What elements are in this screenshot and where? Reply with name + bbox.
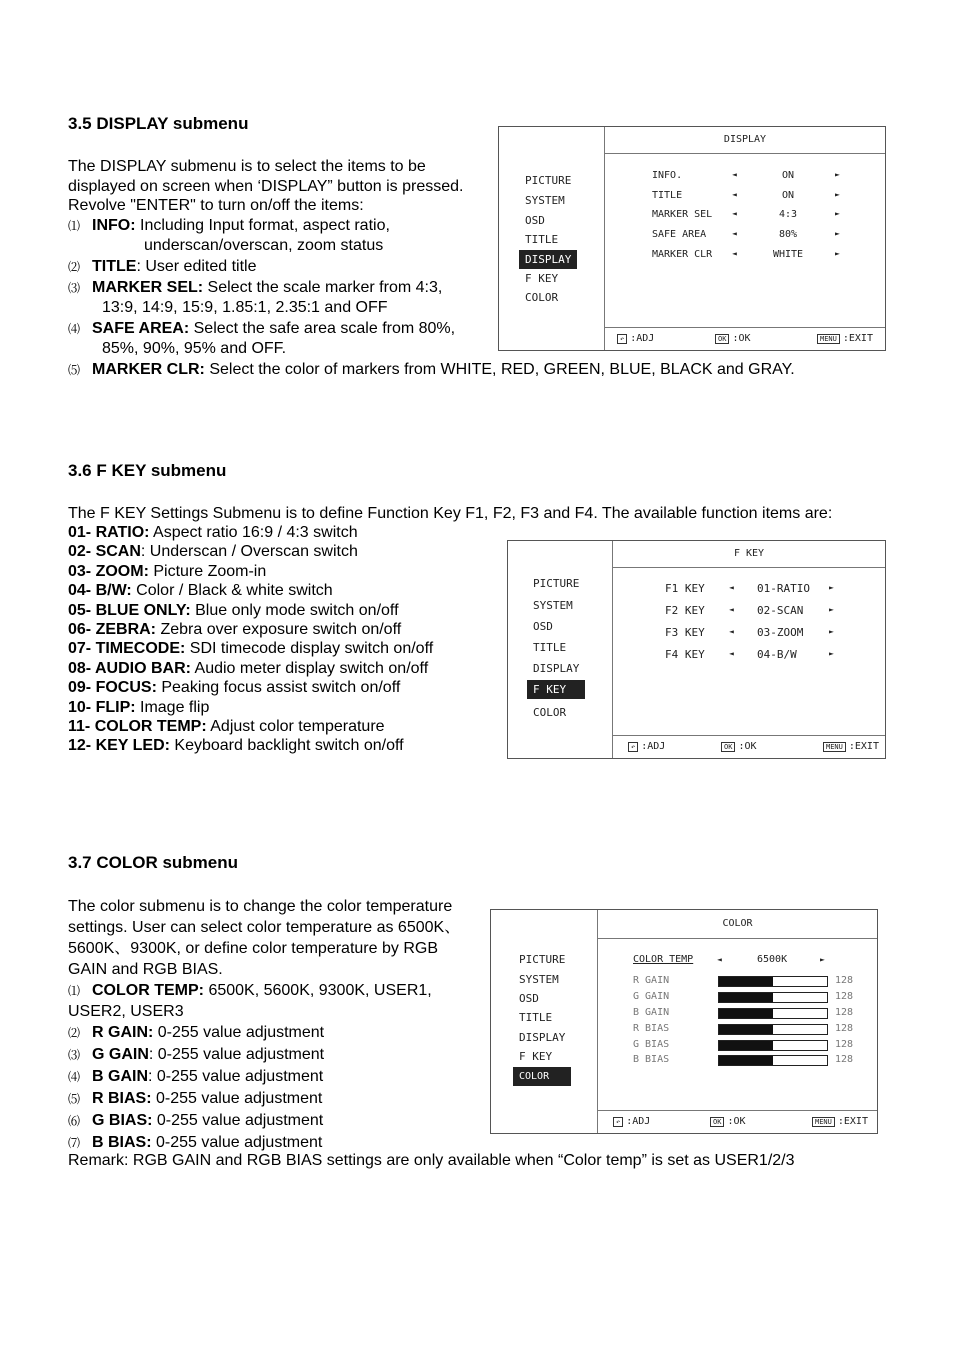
list-item — [68, 1110, 432, 1132]
rotate-knob-icon: ↶ — [617, 334, 627, 344]
item-number: ⑵ — [68, 260, 81, 274]
item-label: G GAIN — [92, 1046, 149, 1063]
item-label: 12- KEY LED: — [68, 737, 170, 755]
rotate-knob-icon: ↶ — [613, 1117, 623, 1127]
footer-adj-label: :ADJ — [641, 741, 666, 752]
osd-menu-item-display[interactable]: DISPLAY — [519, 1031, 566, 1044]
row-value: 03-ZOOM — [757, 626, 804, 639]
item-text: 0-255 value adjustment — [151, 1134, 323, 1151]
slider-fill — [719, 1041, 773, 1050]
footer-adj — [617, 333, 654, 344]
list-item — [68, 1088, 432, 1110]
osd-row-color-temp[interactable] — [633, 954, 693, 965]
arrow-right-icon[interactable]: ► — [829, 583, 834, 592]
item-label: 11- COLOR TEMP: — [68, 717, 207, 735]
arrow-left-icon[interactable]: ◄ — [732, 170, 737, 179]
arrow-left-icon[interactable]: ◄ — [717, 955, 722, 964]
item-continuation: USER2, USER3 — [68, 1003, 184, 1020]
arrow-right-icon[interactable]: ► — [835, 209, 840, 218]
item-label: INFO: — [92, 217, 136, 234]
row-value: 04-B/W — [757, 648, 797, 661]
slider-r-bias[interactable] — [718, 1024, 828, 1035]
footer-adj-label: :ADJ — [630, 333, 655, 344]
osd-menu-item-title[interactable]: TITLE — [533, 641, 567, 654]
item-number: ⑸ — [68, 363, 81, 377]
item-text: Aspect ratio 16:9 / 4:3 switch — [149, 524, 358, 541]
osd-color-panel — [490, 909, 878, 1134]
arrow-left-icon[interactable]: ◄ — [732, 190, 737, 199]
row-name: F4 KEY — [665, 648, 705, 661]
item-label: 07- TIMECODE: — [68, 640, 186, 658]
item-label: 03- ZOOM: — [68, 562, 149, 580]
osd-menu-item-picture[interactable]: PICTURE — [525, 174, 572, 187]
osd-row[interactable] — [665, 648, 705, 661]
item-text: : Underscan / Overscan switch — [140, 543, 358, 561]
item-text: Peaking focus assist switch on/off — [156, 679, 401, 697]
osd-sidebar — [499, 127, 605, 350]
slider-value: 128 — [835, 1023, 854, 1034]
osd-footer — [613, 735, 885, 758]
row-value: 02-SCAN — [757, 604, 804, 617]
arrow-right-icon[interactable]: ► — [829, 649, 834, 658]
item-label: R BIAS: — [92, 1090, 152, 1107]
osd-menu-item-picture[interactable]: PICTURE — [533, 577, 580, 590]
osd-row[interactable] — [665, 626, 705, 639]
footer-ok — [721, 741, 757, 752]
footer-adj — [613, 1116, 650, 1127]
item-number: ⑷ — [68, 322, 81, 336]
osd-row-label: R BIAS — [633, 1023, 670, 1034]
item-number: ⑴ — [68, 984, 81, 998]
item-number: ⑶ — [68, 281, 81, 295]
row-value: 01-RATIO — [757, 582, 810, 595]
item-label: B BIAS: — [92, 1134, 152, 1151]
item-label: COLOR TEMP: — [92, 982, 204, 999]
arrow-right-icon[interactable]: ► — [835, 170, 840, 179]
color-remark: Remark: RGB GAIN and RGB BIAS settings are only available when “Color temp” is set as USER1/2/3 — [68, 1152, 795, 1169]
item-number: ⑶ — [68, 1048, 81, 1062]
item-text: SDI timecode display switch on/off — [185, 640, 434, 658]
rotate-knob-icon: ↶ — [628, 742, 638, 752]
osd-row-label: B GAIN — [633, 1007, 670, 1018]
slider-r-gain[interactable] — [718, 976, 828, 987]
item-number: ⑺ — [68, 1136, 81, 1150]
row-name: F1 KEY — [665, 582, 705, 595]
row-value: ON — [781, 190, 795, 201]
item-text: Select the scale marker from 4:3, — [203, 279, 443, 296]
osd-menu-item-system[interactable]: SYSTEM — [525, 194, 565, 207]
slider-value: 128 — [835, 991, 854, 1002]
osd-title: DISPLAY — [605, 127, 885, 154]
arrow-left-icon[interactable]: ◄ — [729, 649, 734, 658]
menu-key-icon: MENU — [823, 742, 846, 752]
slider-b-bias[interactable] — [718, 1055, 828, 1066]
item-label: MARKER CLR: — [92, 361, 205, 378]
osd-menu-item-title[interactable]: TITLE — [525, 233, 559, 246]
arrow-left-icon[interactable]: ◄ — [732, 229, 737, 238]
osd-row[interactable] — [665, 582, 705, 595]
item-text: : 0-255 value adjustment — [148, 1046, 325, 1063]
item-continuation: underscan/overscan, zoom status — [144, 237, 384, 254]
osd-menu-item-title[interactable]: TITLE — [519, 1011, 553, 1024]
item-text: Zebra over exposure switch on/off — [156, 620, 402, 638]
osd-row-label: G GAIN — [633, 991, 670, 1002]
osd-menu-item-osd[interactable]: OSD — [519, 992, 539, 1005]
item-text: : User edited title — [136, 258, 257, 275]
osd-menu-item-fkey[interactable]: F KEY — [525, 272, 559, 285]
osd-menu-item-color[interactable]: COLOR — [533, 706, 567, 719]
row-name: F2 KEY — [665, 604, 705, 617]
fkey-intro: The F KEY Settings Submenu is to define Function Key F1, F2, F3 and F4. The available function items are: — [68, 505, 833, 522]
slider-fill — [719, 977, 773, 986]
osd-menu-item-fkey[interactable]: F KEY — [527, 680, 585, 699]
slider-value: 128 — [835, 975, 854, 986]
item-text: 0-255 value adjustment — [151, 1090, 323, 1107]
arrow-right-icon[interactable]: ► — [829, 605, 834, 614]
ok-key-icon: OK — [721, 742, 735, 752]
osd-display-panel — [498, 126, 886, 351]
slider-b-gain[interactable] — [718, 1008, 828, 1019]
ok-key-icon: OK — [710, 1117, 724, 1127]
footer-exit-label: :EXIT — [837, 1116, 868, 1127]
osd-row[interactable] — [665, 604, 705, 617]
list-item — [68, 1044, 432, 1066]
item-text: : 0-255 value adjustment — [148, 1068, 324, 1085]
osd-row-label: R GAIN — [633, 975, 670, 986]
item-label: 05- BLUE ONLY: — [68, 601, 191, 619]
slider-fill — [719, 993, 773, 1002]
list-item — [68, 542, 433, 561]
row-value: 6500K — [757, 954, 788, 965]
list-item — [68, 717, 433, 736]
item-label: TITLE — [92, 258, 137, 275]
item-label: 09- FOCUS: — [68, 679, 157, 697]
arrow-right-icon[interactable]: ► — [835, 249, 840, 258]
list-item — [68, 1022, 432, 1044]
item-text: 6500K, 5600K, 9300K, USER1, — [204, 982, 432, 999]
display-intro — [68, 157, 463, 216]
intro-line: GAIN and RGB BIAS. — [68, 961, 223, 978]
osd-row[interactable] — [652, 190, 682, 201]
item-text: Keyboard backlight switch on/off — [169, 737, 404, 755]
item-label: G BIAS: — [92, 1112, 153, 1129]
section-heading-fkey: 3.6 F KEY submenu — [68, 461, 227, 480]
list-item — [68, 620, 433, 639]
footer-exit — [817, 333, 873, 344]
footer-exit-label: :EXIT — [848, 741, 879, 752]
osd-title: F KEY — [613, 541, 885, 568]
row-name: COLOR TEMP — [633, 954, 694, 965]
osd-footer — [605, 327, 885, 350]
osd-row-label: G BIAS — [633, 1039, 670, 1050]
list-item — [68, 639, 433, 658]
item-label: 02- SCAN — [68, 543, 141, 561]
footer-ok-label: :OK — [727, 1116, 746, 1127]
list-item — [68, 1066, 432, 1088]
arrow-left-icon[interactable]: ◄ — [732, 249, 737, 258]
arrow-left-icon[interactable]: ◄ — [729, 583, 734, 592]
slider-fill — [719, 1009, 773, 1018]
item-label: 04- B/W: — [68, 582, 132, 600]
row-value: WHITE — [772, 249, 804, 260]
osd-row[interactable] — [652, 229, 706, 240]
item-number: ⑴ — [68, 219, 81, 233]
ok-key-icon: OK — [715, 334, 729, 344]
item-text: Select the safe area scale from 80%, — [189, 320, 456, 337]
osd-row[interactable] — [652, 209, 712, 220]
item-label: 10- FLIP: — [68, 698, 136, 716]
slider-value: 128 — [835, 1039, 854, 1050]
arrow-left-icon[interactable]: ◄ — [729, 605, 734, 614]
osd-fkey-panel — [507, 540, 886, 759]
section-heading-color: 3.7 COLOR submenu — [68, 853, 239, 872]
item-text: 0-255 value adjustment — [152, 1112, 324, 1129]
item-text: Color / Black & white switch — [131, 582, 333, 600]
list-item — [68, 736, 433, 755]
item-text: 0-255 value adjustment — [153, 1024, 325, 1041]
arrow-left-icon[interactable]: ◄ — [732, 209, 737, 218]
item-label: 01- RATIO: — [68, 524, 150, 541]
osd-sidebar — [508, 541, 613, 758]
footer-exit — [812, 1116, 868, 1127]
footer-ok-label: :OK — [738, 741, 757, 752]
item-label: 08- AUDIO BAR: — [68, 659, 191, 677]
menu-key-icon: MENU — [817, 334, 840, 344]
osd-menu-item-color[interactable]: COLOR — [525, 291, 559, 304]
row-name: TITLE — [652, 190, 683, 201]
arrow-left-icon[interactable]: ◄ — [729, 627, 734, 636]
osd-menu-item-color[interactable]: COLOR — [513, 1067, 571, 1086]
arrow-right-icon[interactable]: ► — [835, 229, 840, 238]
item-label: 06- ZEBRA: — [68, 620, 157, 638]
row-name: MARKER CLR — [652, 249, 713, 260]
arrow-right-icon[interactable]: ► — [829, 627, 834, 636]
item-text: Audio meter display switch on/off — [190, 659, 429, 677]
list-item — [68, 360, 795, 380]
list-item — [68, 581, 433, 600]
row-value: 80% — [778, 229, 798, 240]
list-item — [68, 601, 433, 620]
row-name: MARKER SEL — [652, 209, 713, 220]
slider-value: 128 — [835, 1054, 854, 1065]
color-item-list — [68, 980, 432, 1154]
arrow-right-icon[interactable]: ► — [820, 955, 825, 964]
item-number: ⑵ — [68, 1026, 81, 1040]
footer-exit-label: :EXIT — [842, 333, 873, 344]
item-label: MARKER SEL: — [92, 279, 204, 296]
osd-row[interactable] — [652, 170, 682, 181]
footer-adj — [628, 741, 665, 752]
item-text: Including Input format, aspect ratio, — [135, 217, 390, 234]
footer-ok — [715, 333, 751, 344]
section-heading-display: 3.5 DISPLAY submenu — [68, 114, 249, 133]
footer-ok — [710, 1116, 746, 1127]
item-text: Picture Zoom-in — [148, 562, 267, 580]
osd-menu-item-display[interactable]: DISPLAY — [519, 250, 577, 269]
row-value: ON — [781, 170, 795, 181]
intro-line: 5600K、9300K, or define color temperature by RGB — [68, 940, 438, 957]
item-label: B GAIN — [92, 1068, 148, 1085]
row-name: SAFE AREA — [652, 229, 707, 240]
item-text: Select the color of markers from WHITE, RED, GREEN, BLUE, BLACK and GRAY. — [204, 361, 795, 378]
osd-menu-item-display[interactable]: DISPLAY — [533, 662, 580, 675]
item-text: Adjust color temperature — [206, 717, 385, 735]
osd-menu-item-system[interactable]: SYSTEM — [519, 973, 559, 986]
list-item — [68, 698, 433, 717]
list-item — [68, 523, 433, 542]
item-continuation: 85%, 90%, 95% and OFF. — [102, 340, 287, 357]
row-name: INFO. — [652, 170, 683, 181]
slider-g-gain[interactable] — [718, 992, 828, 1003]
fkey-item-list — [68, 523, 433, 756]
item-number: ⑹ — [68, 1114, 81, 1128]
osd-menu-item-osd[interactable]: OSD — [525, 214, 545, 227]
slider-fill — [719, 1025, 773, 1034]
list-item — [68, 562, 433, 581]
item-continuation: 13:9, 14:9, 15:9, 1.85:1, 2.35:1 and OFF — [102, 299, 388, 316]
osd-menu-item-picture[interactable]: PICTURE — [519, 953, 566, 966]
item-label: SAFE AREA: — [92, 320, 190, 337]
item-text: Image flip — [135, 698, 210, 716]
list-item — [68, 678, 433, 697]
intro-line: Revolve "ENTER" to turn on/off the items: — [68, 197, 364, 214]
intro-line: displayed on screen when ‘DISPLAY” button is pressed. — [68, 177, 464, 195]
footer-adj-label: :ADJ — [626, 1116, 651, 1127]
slider-value: 128 — [835, 1007, 854, 1018]
row-name: F3 KEY — [665, 626, 705, 639]
list-item — [68, 980, 432, 1001]
item-label: R GAIN: — [92, 1024, 154, 1041]
item-number: ⑷ — [68, 1070, 81, 1084]
list-item — [68, 659, 433, 678]
row-value: 4:3 — [778, 209, 798, 220]
osd-title: COLOR — [598, 910, 877, 939]
item-number: ⑸ — [68, 1092, 81, 1106]
arrow-right-icon[interactable]: ► — [835, 190, 840, 199]
osd-menu-item-system[interactable]: SYSTEM — [533, 599, 573, 612]
slider-fill — [719, 1056, 773, 1065]
menu-key-icon: MENU — [812, 1117, 835, 1127]
color-intro — [68, 896, 460, 980]
osd-sidebar — [491, 910, 598, 1133]
footer-exit — [823, 741, 879, 752]
osd-footer — [598, 1110, 877, 1133]
osd-row-label: B BIAS — [633, 1054, 670, 1065]
intro-line: settings. User can select color temperature as 6500K、 — [68, 919, 461, 936]
footer-ok-label: :OK — [732, 333, 751, 344]
intro-line: The DISPLAY submenu is to select the items to be — [68, 158, 426, 175]
slider-g-bias[interactable] — [718, 1040, 828, 1051]
osd-menu-item-fkey[interactable]: F KEY — [519, 1050, 553, 1063]
osd-menu-item-osd[interactable]: OSD — [533, 620, 553, 633]
intro-line: The color submenu is to change the color temperature — [68, 898, 453, 915]
item-text: Blue only mode switch on/off — [190, 601, 399, 619]
osd-row[interactable] — [652, 249, 712, 260]
